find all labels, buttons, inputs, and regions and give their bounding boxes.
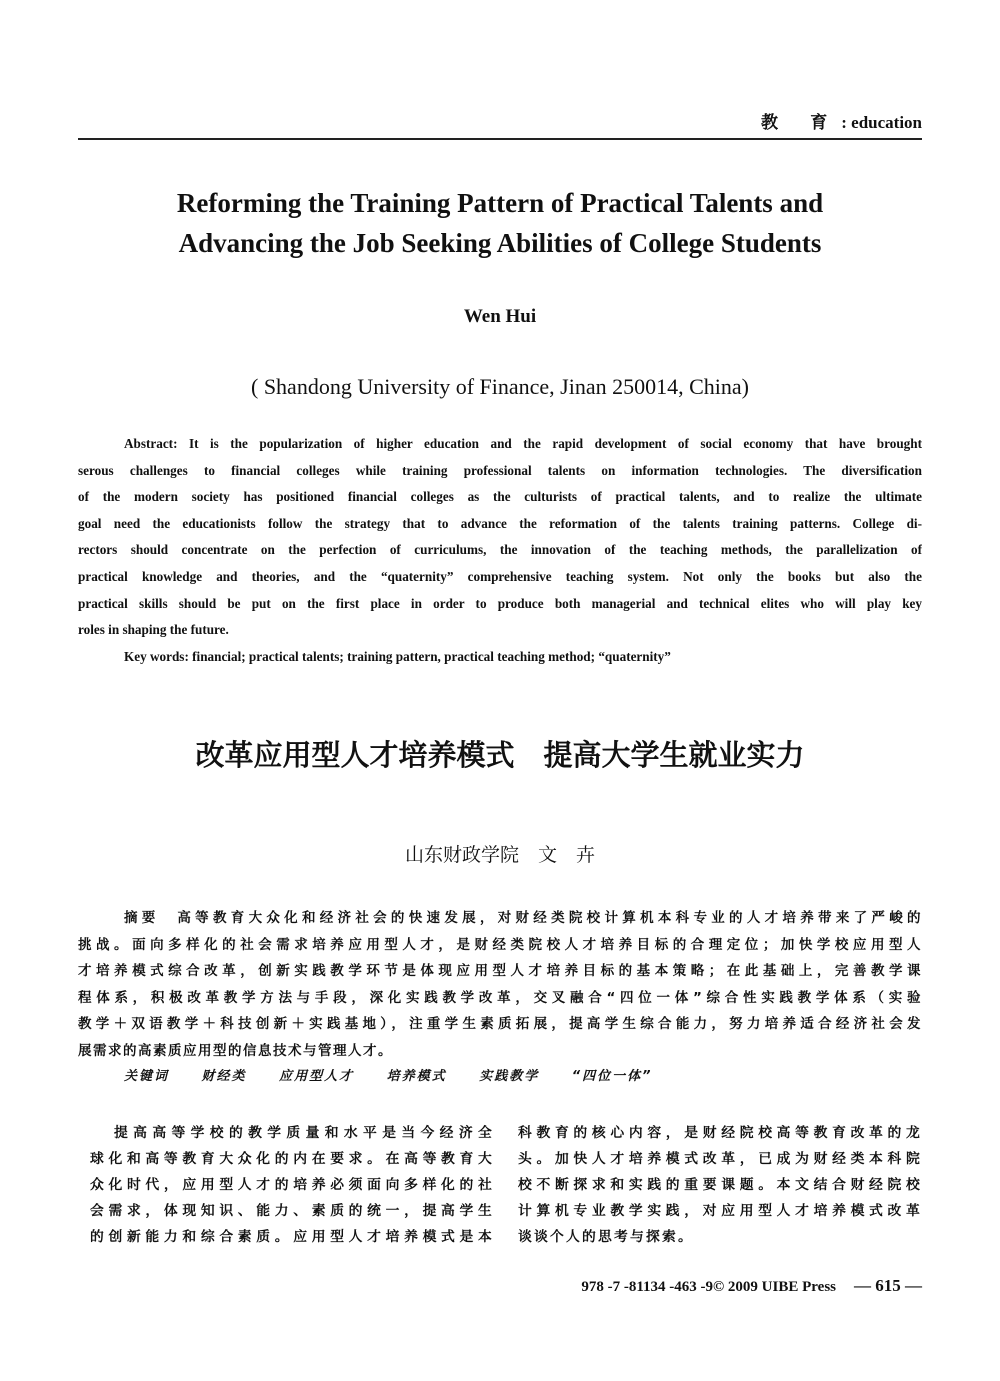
author-en: Wen Hui — [463, 306, 537, 327]
body-right-line: 头。加快人才培养模式改革，已成为财经类本科院 — [518, 1151, 922, 1167]
keywords-en-label: Key words: — [124, 649, 189, 664]
keywords-en: Key words: financial; practical talents; training pattern, practical teaching method; “quaternity” — [124, 649, 671, 664]
section-label-en: education — [851, 113, 922, 132]
keyword-cn: 财经类 — [201, 1069, 247, 1084]
abstract-cn-line: 教学＋双语教学＋科技创新＋实践基地），注重学生素质拓展，提高学生综合能力，努力培养适合经济社会发 — [78, 1016, 922, 1032]
abstract-en-line: Abstract: It is the popularization of higher education and the rapid development of social economy that have brought — [124, 436, 922, 451]
keywords-cn-label: 关键词 — [124, 1069, 170, 1084]
abstract-cn-line: 摘要 高等教育大众化和经济社会的快速发展，对财经类院校计算机本科专业的人才培养带来了严峻的 — [124, 910, 922, 926]
section-separator: : — [841, 113, 847, 132]
body-left-line: 会需求，体现知识、能力、素质的统一，提高学生 — [90, 1203, 494, 1219]
abstract-en-line: goal need the educationists follow the strategy that to advance the reformation of the talents training patterns. College di- — [78, 516, 922, 531]
body-left-line: 众化时代，应用型人才的培养必须面向多样化的社 — [90, 1177, 494, 1193]
page-footer — [581, 1276, 922, 1296]
abstract-en-line: of the modern society has positioned financial colleges as the culturists of practical talents, and to realize the ultimate — [78, 489, 922, 504]
keyword-cn: 应用型人才 — [279, 1069, 355, 1084]
body-right-line: 计算机专业教学实践，对应用型人才培养模式改革 — [518, 1203, 922, 1219]
title-cn: 改革应用型人才培养模式 提高大学生就业实力 — [195, 738, 805, 772]
isbn-copyright: 978 -7 -81134 -463 -9© 2009 UIBE Press — [581, 1279, 836, 1295]
keyword-cn: 实践教学 — [479, 1069, 540, 1084]
abstract-en-line: rectors should concentrate on the perfection of curriculums, the innovation of the teaching methods, the parallelization of — [78, 542, 922, 557]
body-left-line: 的创新能力和综合素质。应用型人才培养模式是本 — [90, 1229, 494, 1245]
abstract-en-line: roles in shaping the future. — [78, 622, 229, 637]
body-left-line: 球化和高等教育大众化的内在要求。在高等教育大 — [90, 1151, 494, 1167]
abstract-en-line: practical knowledge and theories, and the “quaternity” comprehensive teaching system. Not only the books but also the — [78, 569, 922, 584]
abstract-cn-line: 程体系，积极改革教学方法与手段，深化实践教学改革，交叉融合“四位一体”综合性实践教学体系（实验 — [78, 990, 922, 1006]
body-right-line: 校不断探求和实践的重要课题。本文结合财经院校 — [518, 1177, 922, 1193]
running-header — [761, 108, 922, 133]
abstract-cn-line: 挑战。面向多样化的社会需求培养应用型人才，是财经类院校人才培养目标的合理定位；加快学校应用型人 — [78, 937, 922, 953]
abstract-cn-line: 才培养模式综合改革，创新实践教学环节是体现应用型人才培养目标的基本策略；在此基础上，完善教学课 — [78, 963, 922, 979]
abstract-en-label: Abstract: — [124, 436, 178, 451]
page-number: — 615 — — [854, 1276, 922, 1295]
affiliation-en: ( Shandong University of Finance, Jinan 250014, China) — [251, 374, 749, 399]
author-cn: 山东财政学院 文 卉 — [404, 844, 595, 866]
keyword-cn: 培养模式 — [386, 1069, 447, 1084]
title-en-line-2: Advancing the Job Seeking Abilities of College Students — [178, 228, 822, 258]
section-label-cn: 教 育 — [760, 113, 842, 132]
body-left-line: 提高高等学校的教学质量和水平是当今经济全 — [114, 1125, 494, 1141]
header-rule — [78, 138, 922, 140]
abstract-en-line: practical skills should be put on the first place in order to produce both managerial and technical elites who will play key — [78, 596, 922, 611]
abstract-cn-label: 摘要 — [124, 910, 160, 926]
body-right-line: 科教育的核心内容，是财经院校高等教育改革的龙 — [518, 1125, 922, 1141]
title-en-line-1: Reforming the Training Pattern of Practical Talents and — [176, 188, 824, 218]
abstract-en-line: serous challenges to financial colleges while training professional talents on information technologies. The diversification — [78, 463, 922, 478]
keywords-cn — [124, 1065, 678, 1084]
abstract-cn-line: 展需求的高素质应用型的信息技术与管理人才。 — [78, 1043, 393, 1059]
keyword-cn: “四位一体” — [571, 1069, 653, 1084]
body-right-line: 谈谈个人的思考与探索。 — [518, 1229, 694, 1245]
